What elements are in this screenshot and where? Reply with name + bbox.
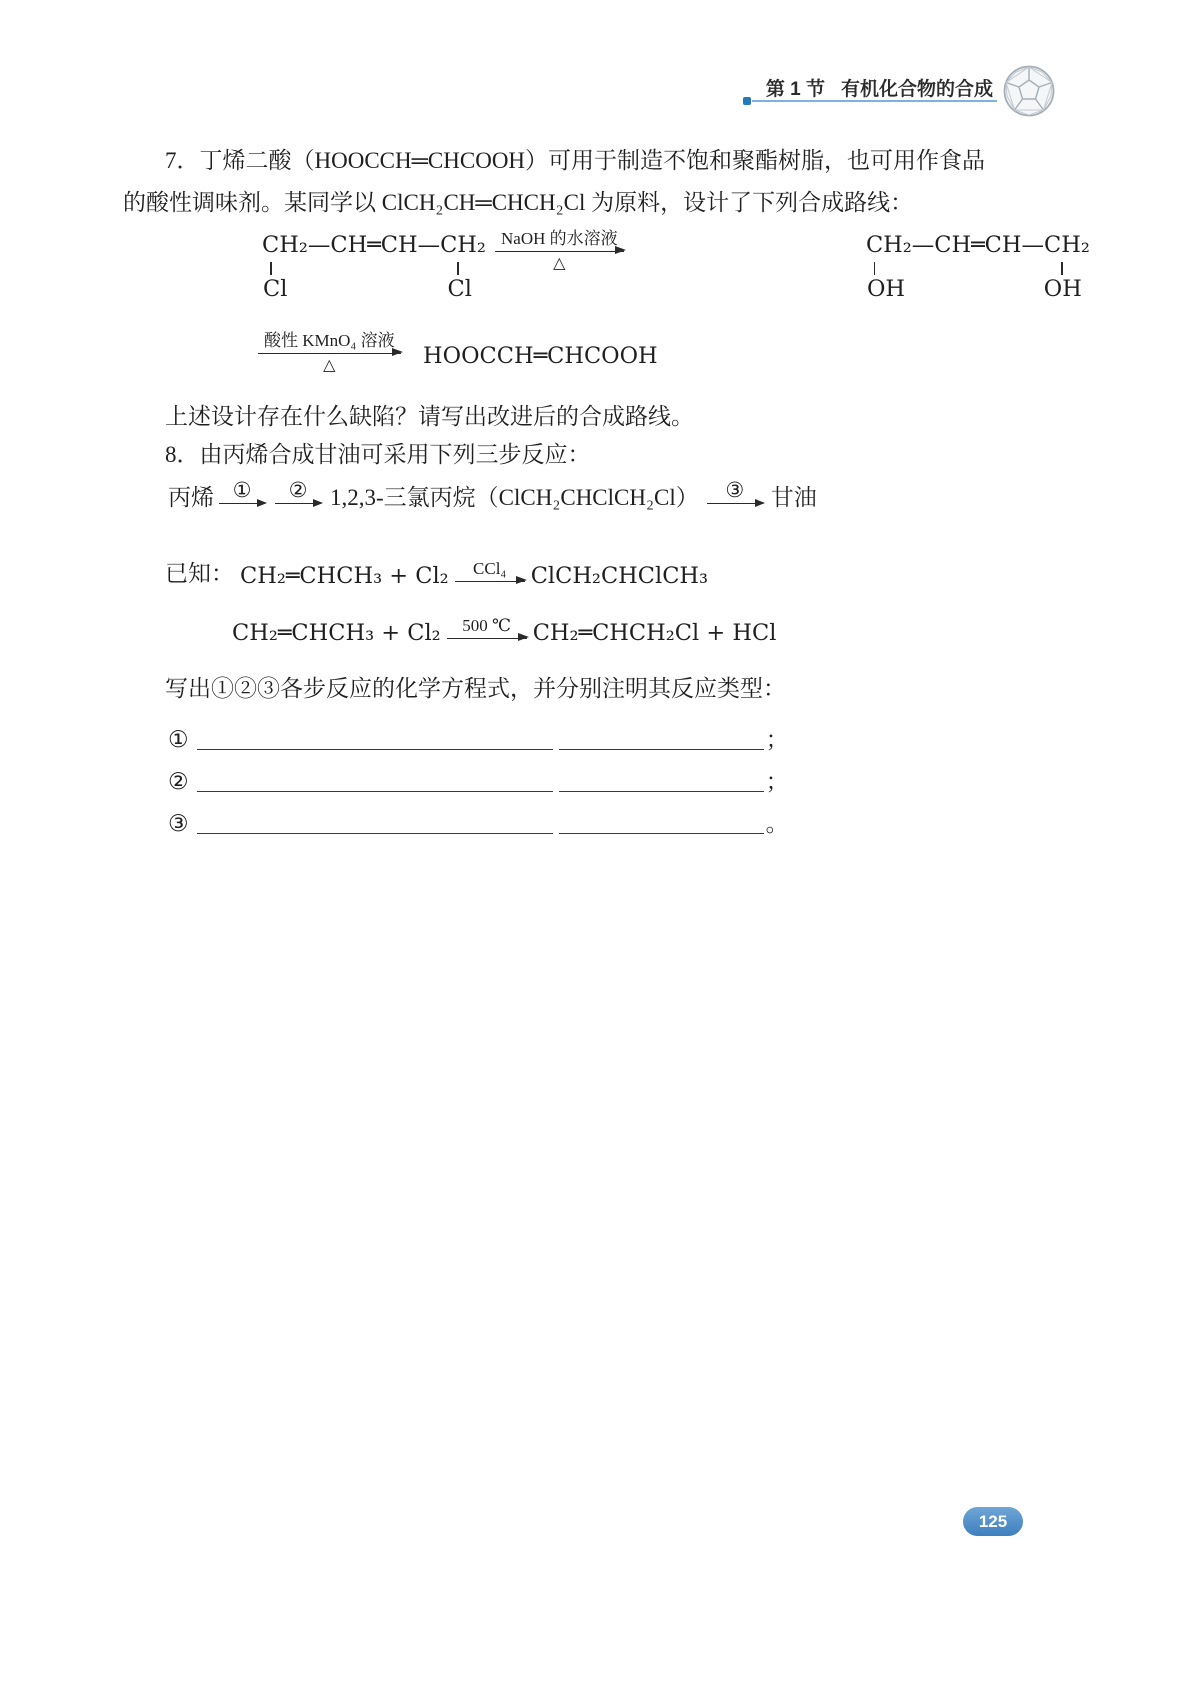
arrow-line (455, 581, 525, 582)
scheme-end: 甘油 (770, 485, 817, 510)
arrow-line (707, 503, 763, 504)
arrow-condition-top: 酸性 KMnO₄ 溶液 (264, 331, 395, 350)
answer-line-2 (168, 768, 789, 796)
arrow-line (495, 251, 624, 252)
reaction-arrow-500c (447, 615, 527, 639)
arrow-line (447, 638, 527, 639)
answer-number: ② (168, 769, 189, 795)
step-arrow-1 (219, 478, 265, 504)
q7-scheme-row1 (123, 226, 1123, 336)
arrow-line (219, 503, 265, 504)
substituent-right: OH (1043, 276, 1082, 302)
substituent-left: Cl (263, 276, 288, 302)
answer-blank[interactable] (559, 740, 764, 750)
final-product-formula: HOOCCH═CHCOOH (423, 343, 658, 369)
eq1-right: ClCH₂CHClCH₃ (530, 563, 709, 589)
q8-known-eq2 (232, 615, 776, 646)
reactant-molecule (262, 232, 486, 305)
bond-vertical-right (457, 262, 459, 275)
fullerene-icon (1002, 64, 1056, 118)
bond-vertical-left (270, 262, 272, 275)
q7-scheme-row2 (123, 330, 923, 394)
eq1-left: CH₂═CHCH₃ + Cl₂ (240, 563, 449, 589)
q8-scheme-row (168, 478, 817, 513)
step-number: ② (288, 478, 308, 502)
answer-blank[interactable] (197, 824, 553, 834)
answer-blank[interactable] (559, 782, 764, 792)
scheme-intermediate: 1,2,3-三氯丙烷（ClCH₂CHClCH₂Cl） (330, 485, 699, 510)
scheme-start: 丙烯 (168, 485, 214, 510)
arrow-condition-bottom: △ (553, 255, 566, 272)
known-label: 已知： (165, 561, 234, 586)
header-rule (752, 100, 997, 102)
answer-blank[interactable] (197, 740, 553, 750)
answer-punctuation: ； (765, 727, 789, 752)
answer-punctuation: 。 (765, 811, 789, 836)
q7-paragraph-line2: 的酸性调味剂。某同学以 ClCH₂CH═CHCH₂Cl 为原料，设计了下列合成路线： (123, 190, 914, 215)
eq2-right: CH₂═CHCH₂Cl + HCl (532, 620, 777, 646)
answer-blank[interactable] (197, 782, 553, 792)
substituent-right: Cl (447, 276, 472, 302)
reaction-arrow-ccl4 (455, 558, 525, 582)
eq2-left: CH₂═CHCH₃ + Cl₂ (232, 620, 441, 646)
molecule-formula: CH₂—CH═CH—CH₂ (262, 232, 486, 258)
q8-known-eq1 (165, 558, 708, 589)
product-molecule (866, 232, 1090, 305)
answer-line-1 (168, 726, 789, 754)
step-arrow-3 (707, 478, 763, 504)
q7-question-text: 上述设计存在什么缺陷？请写出改进后的合成路线。 (165, 404, 694, 429)
answer-number: ③ (168, 811, 189, 837)
answer-blank[interactable] (559, 824, 764, 834)
arrow-line (258, 353, 401, 354)
page-number-badge (963, 1507, 1023, 1536)
arrow-line (275, 503, 321, 504)
answer-number: ① (168, 727, 189, 753)
page-number: 125 (978, 1511, 1008, 1531)
q8-instruction-text: 写出①②③各步反应的化学方程式，并分别注明其反应类型： (165, 676, 786, 701)
q7-paragraph-line1: 7．丁烯二酸（HOOCCH═CHCOOH）可用于制造不饱和聚酯树脂，也可用作食品 (165, 148, 986, 173)
substituent-left: OH (866, 276, 906, 302)
header-bullet (743, 97, 751, 105)
arrow-condition-top: CCl₄ (473, 559, 507, 578)
arrow-condition-bottom: △ (323, 357, 336, 374)
step-number: ③ (725, 478, 745, 502)
reaction-arrow-kmno4 (258, 330, 401, 376)
bond-vertical-right (1061, 262, 1063, 275)
bond-vertical-left (874, 262, 876, 275)
header-section-label: 第 1 节 (765, 79, 825, 100)
step-number: ① (232, 478, 252, 502)
step-arrow-2 (275, 478, 321, 504)
arrow-condition-top: NaOH 的水溶液 (501, 229, 618, 248)
reaction-arrow-naoh (495, 228, 624, 274)
header-title: 有机化合物的合成 (840, 79, 993, 100)
answer-line-3 (168, 810, 789, 838)
molecule-formula: CH₂—CH═CH—CH₂ (865, 232, 1090, 258)
arrow-condition-top: 500 ℃ (462, 616, 512, 635)
q8-intro-text: 8．由丙烯合成甘油可采用下列三步反应： (165, 442, 591, 467)
page-header (766, 74, 993, 101)
answer-punctuation: ； (765, 769, 789, 794)
